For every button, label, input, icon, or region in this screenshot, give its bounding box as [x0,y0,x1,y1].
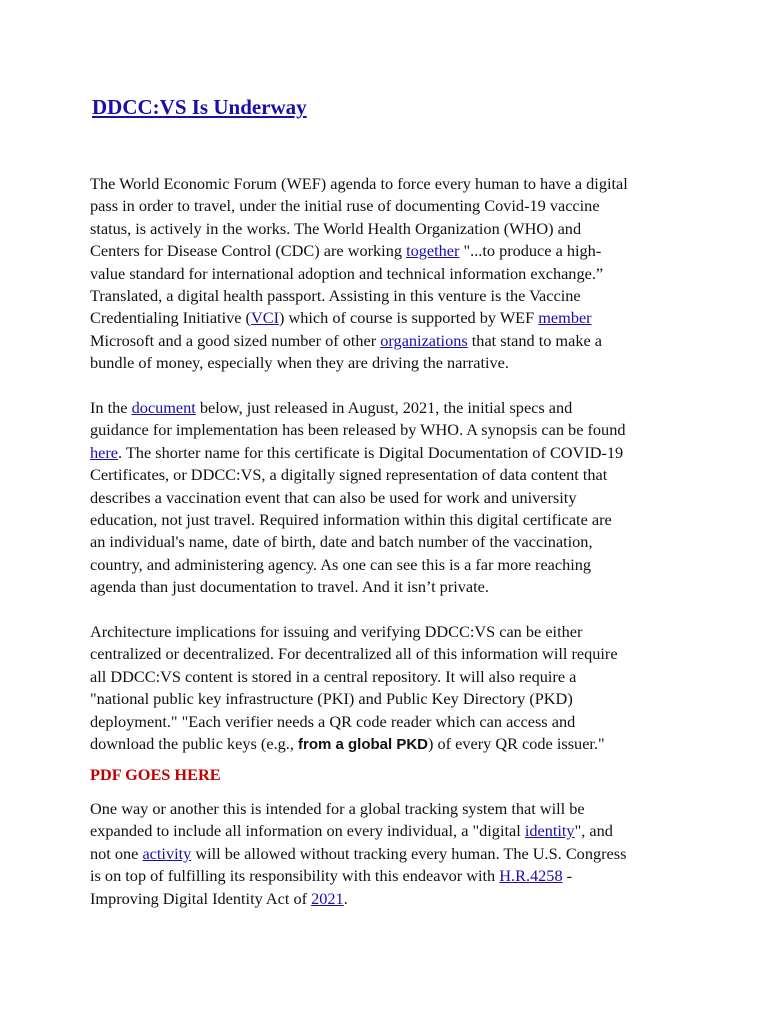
text-run: Microsoft and a good sized number of other [90,330,381,350]
text-line [90,442,690,464]
text-run: . The shorter name for this certificate is Digital Documentation of COVID-19 [118,442,624,462]
text-run: will be allowed without tracking every human. The U.S. Congress [191,843,627,863]
text-line: education, not just travel. Required information within this digital certificate are [90,510,612,530]
link-here[interactable]: here [90,442,119,462]
text-line: "national public key infrastructure (PKI) and Public Key Directory (PKD) [90,689,573,709]
text-line: Certificates, or DDCC:VS, a digitally signed representation of data content that [90,465,608,485]
text-line [90,240,690,262]
text-run: is on top of fulfilling its responsibility with this endeavor with [90,866,500,886]
pdf-placeholder-label: PDF GOES HERE [90,765,221,784]
text-line [90,330,690,352]
text-line: value standard for international adoption and technical information exchange.” [90,263,604,283]
link-organizations[interactable]: organizations [380,330,468,350]
text-line: pass in order to travel, under the initial ruse of documenting Covid-19 vaccine [90,196,600,216]
text-line: all DDCC:VS content is stored in a central repository. It will also require a [90,666,577,686]
paragraph-wef-agenda [90,173,690,375]
text-run: . [343,888,348,908]
text-run: ) of every QR code issuer." [428,734,605,754]
text-run: download the public keys (e.g., [90,734,298,754]
text-line: agenda than just documentation to travel. And it isn’t private. [90,577,489,597]
text-run: below, just released in August, 2021, the initial specs and [195,398,573,417]
text-line: Translated, a digital health passport. Assisting in this venture is the Vaccine [90,286,581,306]
paragraph-global-tracking [90,798,690,910]
text-line [90,865,690,887]
text-run: Credentialing Initiative ( [90,308,251,328]
text-line [90,307,690,329]
paragraph-architecture [90,621,690,756]
text-line [90,820,690,842]
link-document[interactable]: document [131,398,196,417]
text-run: - [562,866,573,886]
text-line: centralized or decentralized. For decentralized all of this information will require [90,644,618,664]
page-title[interactable]: DDCC:VS Is Underway [92,95,307,119]
link-vci[interactable]: VCI [250,308,279,328]
text-run: In the [90,398,132,417]
text-run: not one [90,843,143,863]
text-run: expanded to include all information on every individual, a "digital [90,821,525,841]
link-hr4258[interactable]: H.R.4258 [499,866,563,886]
link-activity[interactable]: activity [142,843,192,863]
link-2021[interactable]: 2021 [311,888,344,908]
text-run: that stand to make a [467,330,602,350]
text-line: guidance for implementation has been released by WHO. A synopsis can be found [90,420,626,440]
text-line: country, and administering agency. As one can see this is a far more reaching [90,554,592,574]
text-line: The World Economic Forum (WEF) agenda to force every human to have a digital [90,174,628,193]
paragraph-document-release [90,397,690,599]
link-identity[interactable]: identity [524,821,575,841]
text-line: Architecture implications for issuing and verifying DDCC:VS can be either [90,622,583,641]
text-line [90,397,690,419]
text-line [90,733,690,756]
text-line: bundle of money, especially when they are driving the narrative. [90,353,509,373]
text-line [90,843,690,865]
text-line: deployment." "Each verifier needs a QR code reader which can access and [90,711,576,731]
text-run: "...to produce a high- [459,241,602,261]
text-line [90,888,690,910]
link-member[interactable]: member [538,308,592,328]
text-line: One way or another this is intended for a global tracking system that will be [90,799,585,818]
link-together[interactable]: together [406,241,460,261]
bold-phrase: from a global PKD [298,736,429,754]
text-run: ", and [574,821,613,841]
text-line: describes a vaccination event that can also be used for work and university [90,487,577,507]
text-line: status, is actively in the works. The World Health Organization (WHO) and [90,218,582,238]
text-run: ) which of course is supported by WEF [279,308,539,328]
text-line: an individual's name, date of birth, date and batch number of the vaccination, [90,532,593,552]
text-run: Centers for Disease Control (CDC) are working [90,241,407,261]
text-run: Improving Digital Identity Act of [90,888,312,908]
